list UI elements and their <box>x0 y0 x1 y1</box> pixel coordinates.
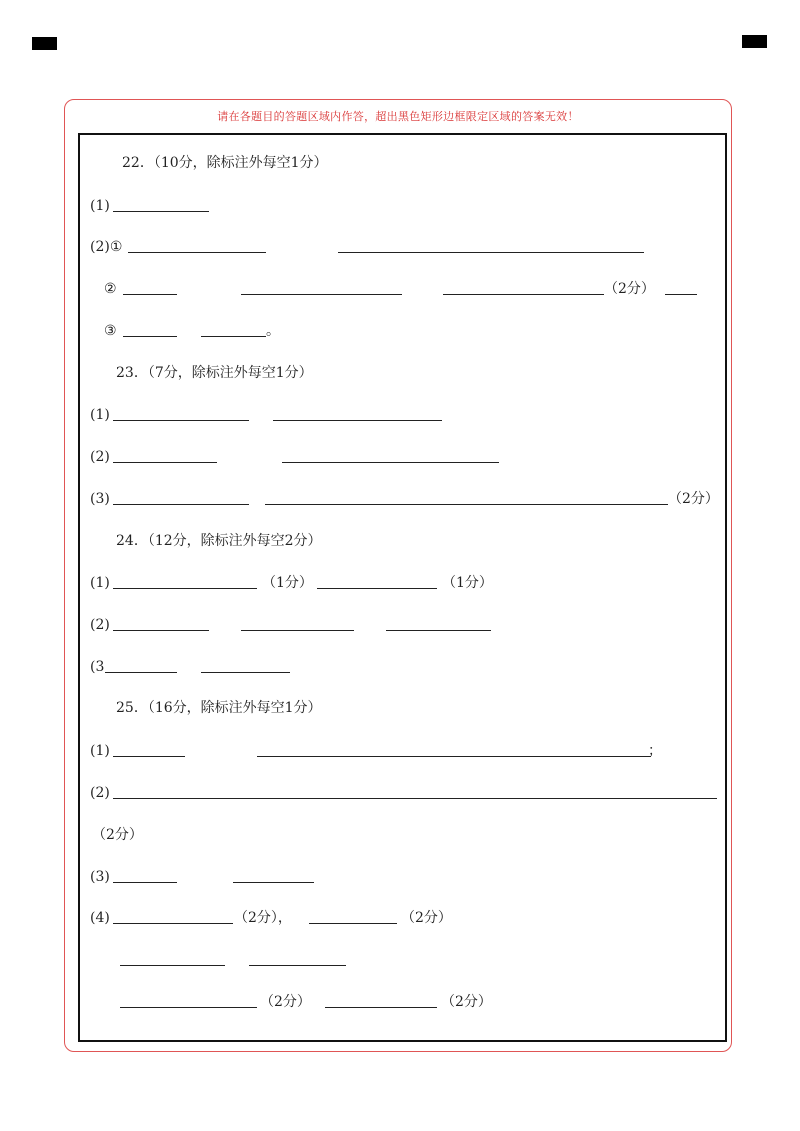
q23-blank-2b[interactable] <box>282 462 499 463</box>
q24-part1-label: (1) <box>90 575 110 591</box>
q22-part2b-label: ② <box>104 281 117 297</box>
q25-blank-4f[interactable] <box>325 1007 437 1008</box>
registration-mark-left <box>32 37 57 50</box>
registration-mark-right <box>742 35 767 48</box>
q25-score-4d: （2分） <box>441 994 492 1010</box>
q23-score-3: （2分） <box>668 491 719 507</box>
q24-score-1a: （1分） <box>262 575 313 591</box>
q24-part2-label: (2) <box>90 617 110 633</box>
q25-score-4a: （2分）， <box>234 910 292 926</box>
q25-blank-3a[interactable] <box>113 882 177 883</box>
q23-blank-1a[interactable] <box>113 420 249 421</box>
answer-region-notice: 请在各题目的答题区域内作答，超出黑色矩形边框限定区域的答案无效！ <box>217 110 579 123</box>
q25-part1-label: (1) <box>90 743 110 759</box>
q22-blank-2c[interactable] <box>123 294 177 295</box>
q24-score-1b: （1分） <box>442 575 493 591</box>
q24-blank-2c[interactable] <box>386 630 491 631</box>
q25-part2-label: (2) <box>90 785 110 801</box>
q23-blank-3b[interactable] <box>265 504 668 505</box>
q24-part3-label: (3 <box>90 659 105 675</box>
q25-blank-3b[interactable] <box>233 882 314 883</box>
q23-part2-label: (2) <box>90 449 110 465</box>
q24-blank-1b[interactable] <box>317 588 437 589</box>
q22-blank-3a[interactable] <box>123 336 177 337</box>
q24-blank-3a[interactable] <box>105 672 177 673</box>
q25-blank-4d[interactable] <box>249 965 346 966</box>
q25-score-4c: （2分） <box>260 994 311 1010</box>
q25-blank-2[interactable] <box>113 798 717 799</box>
q22-period: 。 <box>266 323 280 339</box>
q22-blank-2f[interactable] <box>665 294 697 295</box>
q25-blank-1a[interactable] <box>113 756 185 757</box>
q23-blank-1b[interactable] <box>273 420 442 421</box>
q25-heading: 25．（16分，除标注外每空1分） <box>116 700 322 716</box>
q25-blank-4c[interactable] <box>120 965 225 966</box>
q22-blank-2a[interactable] <box>128 252 266 253</box>
q24-blank-3b[interactable] <box>201 672 290 673</box>
q25-blank-4b[interactable] <box>309 923 397 924</box>
q22-blank-2e[interactable] <box>443 294 604 295</box>
q25-part3-label: (3) <box>90 869 110 885</box>
q24-blank-2a[interactable] <box>113 630 209 631</box>
q22-blank-1[interactable] <box>113 211 209 212</box>
q25-score-2: （2分） <box>92 827 143 843</box>
q25-blank-4e[interactable] <box>120 1007 257 1008</box>
q25-semicolon: ； <box>648 743 662 759</box>
q23-blank-2a[interactable] <box>113 462 217 463</box>
q24-heading: 24．（12分，除标注外每空2分） <box>116 533 322 549</box>
q23-part1-label: (1) <box>90 407 110 423</box>
q22-blank-3b[interactable] <box>201 336 266 337</box>
q25-blank-1b[interactable] <box>257 756 651 757</box>
q25-blank-4a[interactable] <box>113 923 233 924</box>
q22-score-2: （2分） <box>604 281 655 297</box>
q23-blank-3a[interactable] <box>113 504 249 505</box>
q22-blank-2d[interactable] <box>241 294 402 295</box>
q22-part2-label: (2)① <box>90 239 123 255</box>
q24-blank-2b[interactable] <box>241 630 354 631</box>
q24-blank-1a[interactable] <box>113 588 257 589</box>
q22-part2c-label: ③ <box>104 323 117 339</box>
q22-part1-label: (1) <box>90 198 110 214</box>
q22-heading: 22．（10分，除标注外每空1分） <box>122 155 328 171</box>
q23-part3-label: (3) <box>90 491 110 507</box>
q25-part4-label: (4) <box>90 910 110 926</box>
q22-blank-2b[interactable] <box>338 252 644 253</box>
q25-score-4b: （2分） <box>401 910 452 926</box>
q23-heading: 23．（7分，除标注外每空1分） <box>116 365 313 381</box>
